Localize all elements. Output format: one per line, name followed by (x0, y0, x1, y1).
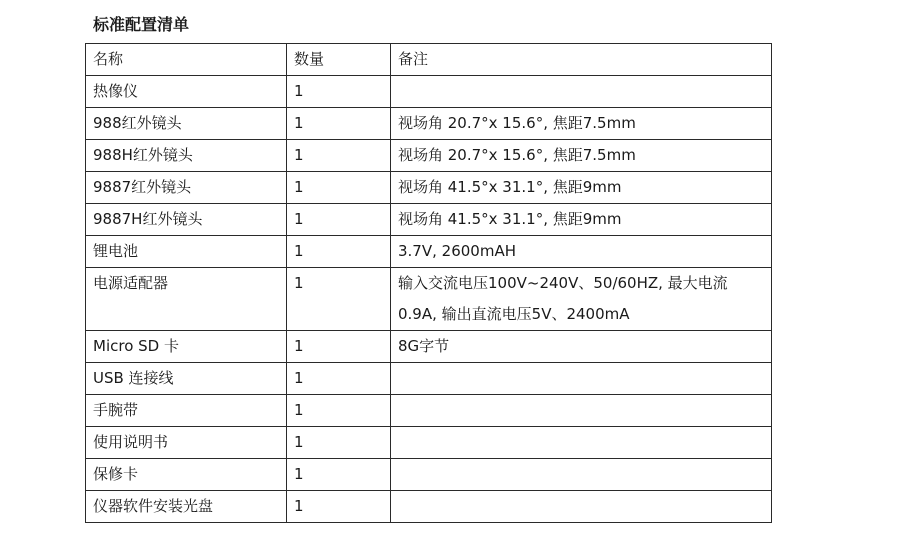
table-row (86, 172, 772, 204)
column-header-name: 名称 (86, 44, 287, 76)
item-name: Micro SD 卡 (86, 331, 287, 363)
config-table (85, 43, 772, 523)
item-qty: 1 (287, 459, 391, 491)
item-note (391, 363, 772, 395)
item-name: 9887H红外镜头 (86, 204, 287, 236)
item-note: 输入交流电压100V~240V、50/60HZ, 最大电流0.9A, 输出直流电压5V、2400mA (391, 268, 772, 331)
table-row (86, 76, 772, 108)
item-note: 3.7V, 2600mAH (391, 236, 772, 268)
item-name: 988红外镜头 (86, 108, 287, 140)
item-name: 电源适配器 (86, 268, 287, 331)
table-row (86, 459, 772, 491)
item-name: 锂电池 (86, 236, 287, 268)
item-qty: 1 (287, 395, 391, 427)
item-name: 9887红外镜头 (86, 172, 287, 204)
column-header-note: 备注 (391, 44, 772, 76)
table-row (86, 236, 772, 268)
item-qty: 1 (287, 491, 391, 523)
item-note: 视场角 20.7°x 15.6°, 焦距7.5mm (391, 140, 772, 172)
column-header-qty: 数量 (287, 44, 391, 76)
table-row (86, 108, 772, 140)
item-qty: 1 (287, 363, 391, 395)
table-row (86, 204, 772, 236)
item-qty: 1 (287, 236, 391, 268)
item-qty: 1 (287, 204, 391, 236)
table-row (86, 140, 772, 172)
item-qty: 1 (287, 172, 391, 204)
item-note: 8G字节 (391, 331, 772, 363)
item-note (391, 395, 772, 427)
item-qty: 1 (287, 140, 391, 172)
item-name: 仪器软件安装光盘 (86, 491, 287, 523)
item-qty: 1 (287, 108, 391, 140)
table-row (86, 268, 772, 331)
item-note (391, 427, 772, 459)
table-row (86, 427, 772, 459)
item-name: 988H红外镜头 (86, 140, 287, 172)
item-name: 热像仪 (86, 76, 287, 108)
table-row (86, 491, 772, 523)
item-qty: 1 (287, 268, 391, 331)
item-name: 使用说明书 (86, 427, 287, 459)
table-header-row (86, 44, 772, 76)
table-row (86, 395, 772, 427)
item-note (391, 491, 772, 523)
item-qty: 1 (287, 427, 391, 459)
item-note: 视场角 41.5°x 31.1°, 焦距9mm (391, 204, 772, 236)
item-note: 视场角 20.7°x 15.6°, 焦距7.5mm (391, 108, 772, 140)
item-name: USB 连接线 (86, 363, 287, 395)
table-row (86, 363, 772, 395)
item-qty: 1 (287, 331, 391, 363)
item-note: 视场角 41.5°x 31.1°, 焦距9mm (391, 172, 772, 204)
item-name: 手腕带 (86, 395, 287, 427)
table-row (86, 331, 772, 363)
item-note (391, 76, 772, 108)
item-qty: 1 (287, 76, 391, 108)
item-note (391, 459, 772, 491)
item-name: 保修卡 (86, 459, 287, 491)
page-title: 标准配置清单 (93, 15, 190, 34)
